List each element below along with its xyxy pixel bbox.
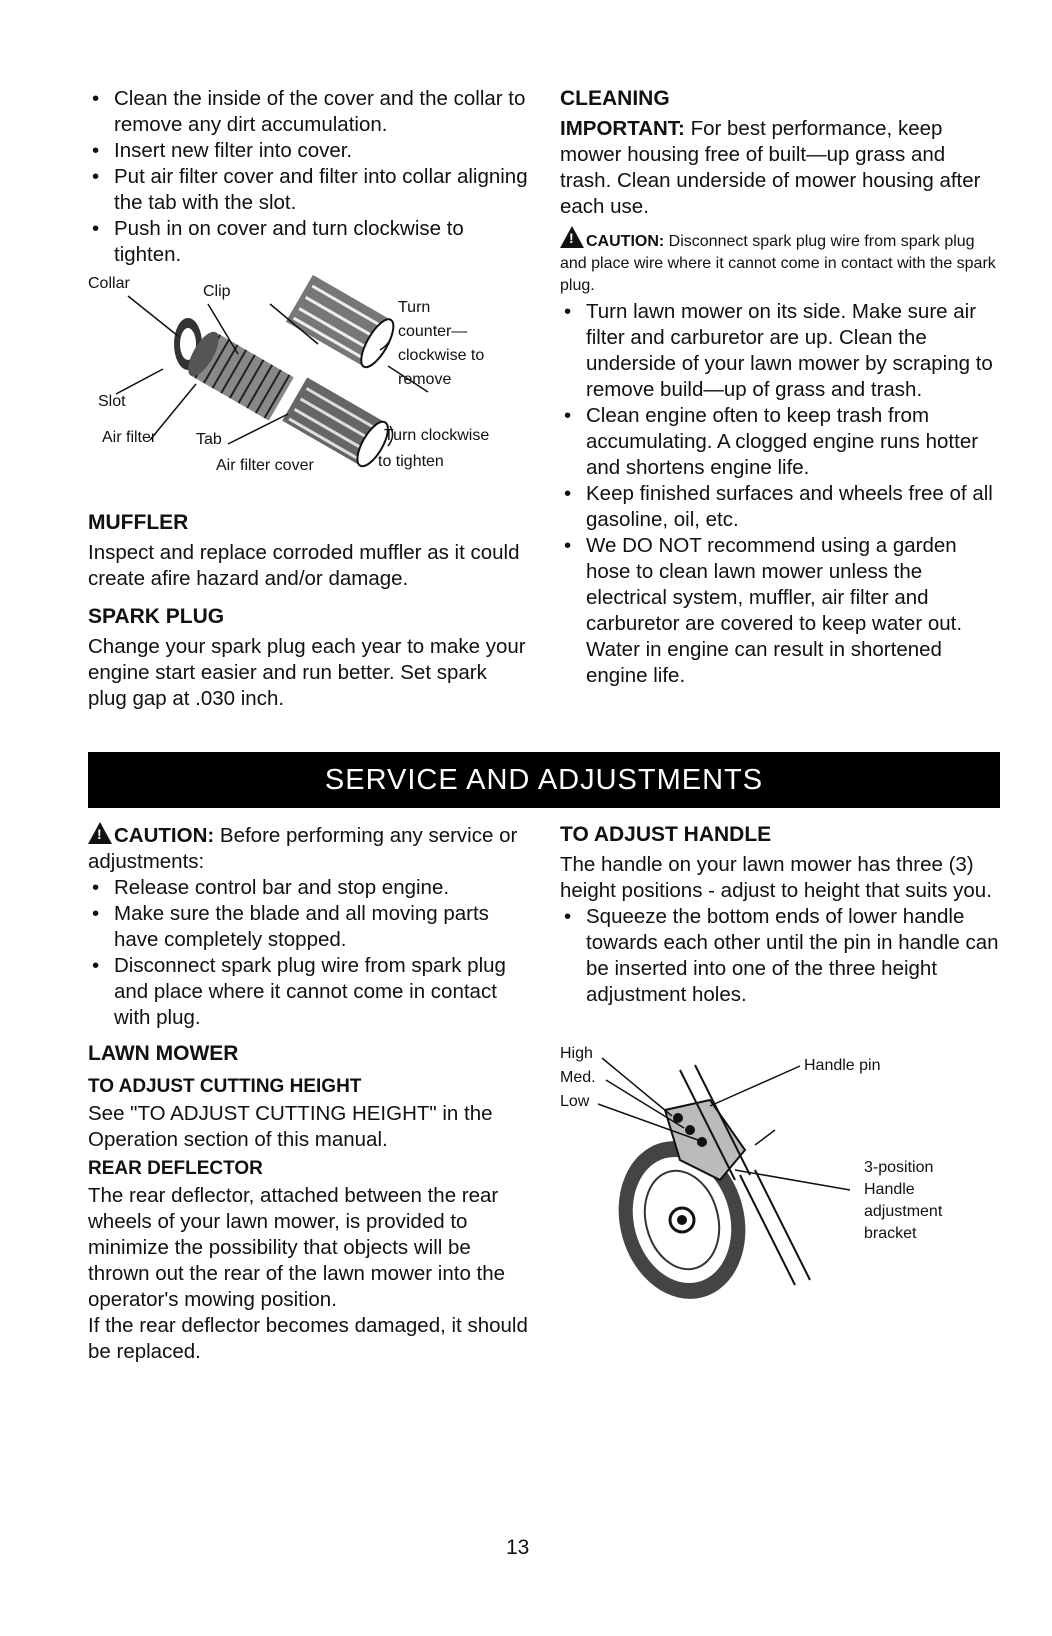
bracket-label-2: Handle — [864, 1181, 915, 1198]
slot-label: Slot — [98, 393, 126, 410]
important-text: For best performance, keep mower housing free of built—up grass and trash. Clean underside of mower housing after each use. — [560, 117, 981, 218]
caution-text: Before performing any service or adjustments: — [88, 824, 518, 873]
service-precautions-list — [88, 875, 528, 1031]
warning-icon: ! — [560, 226, 584, 248]
top-left-column — [88, 86, 528, 712]
list-item: • Disconnect spark plug wire from spark plug and place where it cannot come in contact with plug. — [88, 953, 528, 1031]
caution-label: CAUTION: — [586, 233, 665, 250]
list-item: • Keep finished surfaces and wheels free of all gasoline, oil, etc. — [560, 481, 1000, 533]
filter-steps-list — [88, 86, 528, 268]
list-item: • Clean the inside of the cover and the collar to remove any dirt accumulation. — [88, 86, 528, 138]
page-number: 13 — [506, 1536, 530, 1559]
list-item: • Clean engine often to keep trash from accumulating. A clogged engine runs hotter and shortens engine life. — [560, 403, 1000, 481]
bottom-right-column — [560, 822, 1000, 1300]
list-item: • Turn lawn mower on its side. Make sure air filter and carburetor are up. Clean the underside of your lawn mower by scraping to remove build—up of grass and trash. — [560, 299, 1000, 403]
air-filter-cover-label: Air filter cover — [216, 457, 314, 474]
caution-text: Disconnect spark plug wire from spark plug and place wire where it cannot come in contact with the spark plug. — [560, 233, 996, 294]
cutting-height-text: See "TO ADJUST CUTTING HEIGHT" in the Operation section of this manual. — [88, 1102, 493, 1151]
important-paragraph — [560, 116, 1000, 220]
list-item: • Push in on cover and turn clockwise to tighten. — [88, 216, 528, 268]
air-filter-label: Air filter — [102, 429, 157, 446]
high-label: High — [560, 1045, 593, 1062]
muffler-heading: MUFFLER — [88, 511, 189, 534]
tab-label: Tab — [196, 431, 222, 448]
top-right-column — [560, 86, 1000, 689]
bracket-label-3: adjustment — [864, 1203, 943, 1220]
list-item: • Release control bar and stop engine. — [88, 875, 528, 901]
adjust-handle-text: The handle on your lawn mower has three (3) height positions - adjust to height that suits you. — [560, 853, 992, 902]
list-item: • Squeeze the bottom ends of lower handle towards each other until the pin in handle can be inserted into one of the three height adjustment holes. — [560, 904, 1000, 1008]
list-item: • Put air filter cover and filter into collar aligning the tab with the slot. — [88, 164, 528, 216]
adjust-handle-heading: TO ADJUST HANDLE — [560, 823, 772, 846]
med-label: Med. — [560, 1069, 596, 1086]
cleaning-steps-list — [560, 299, 1000, 689]
low-label: Low — [560, 1093, 590, 1110]
turn-ccw-label-2: counter— — [398, 323, 468, 340]
muffler-text: Inspect and replace corroded muffler as it could create afire hazard and/or damage. — [88, 541, 520, 590]
bracket-label-4: bracket — [864, 1225, 917, 1242]
turn-cw-label-1: Turn clockwise — [384, 427, 490, 444]
important-label: IMPORTANT: — [560, 117, 685, 140]
handle-pin-label: Handle pin — [804, 1057, 881, 1074]
bracket-label-1: 3-position — [864, 1159, 934, 1176]
handle-adjustment-figure — [560, 1040, 1000, 1300]
spark-plug-heading: SPARK PLUG — [88, 605, 225, 628]
cleaning-heading: CLEANING — [560, 87, 670, 110]
adjust-handle-list — [560, 904, 1000, 1008]
turn-ccw-label-1: Turn — [398, 299, 431, 316]
air-filter-figure — [88, 274, 528, 504]
section-banner: SERVICE AND ADJUSTMENTS — [88, 752, 1000, 808]
cutting-height-heading: TO ADJUST CUTTING HEIGHT — [88, 1076, 362, 1097]
spark-plug-text: Change your spark plug each year to make your engine start easier and run better. Set spark plug gap at .030 inch. — [88, 635, 526, 710]
collar-label: Collar — [88, 275, 130, 292]
bottom-left-column — [88, 822, 528, 1365]
lawn-mower-heading: LAWN MOWER — [88, 1042, 239, 1065]
warning-icon: ! — [88, 822, 112, 844]
list-item: • We DO NOT recommend using a garden hose to clean lawn mower unless the electrical system, muffler, air filter and carburetor are covered to keep water out. Water in engine can result in shortened engine life. — [560, 533, 1000, 689]
rear-deflector-text: The rear deflector, attached between the rear wheels of your lawn mower, is provided to minimize the possibility that objects will be thrown out the rear of the lawn mower into the operator's mowing position. — [88, 1184, 506, 1311]
rear-deflector-heading: REAR DEFLECTOR — [88, 1158, 263, 1179]
list-item: • Make sure the blade and all moving parts have completely stopped. — [88, 901, 528, 953]
caution-label: CAUTION: — [114, 824, 215, 847]
caution-paragraph — [560, 226, 1000, 297]
list-item: • Insert new filter into cover. — [88, 138, 528, 164]
handle-bracket-illustration — [560, 1040, 1000, 1300]
turn-ccw-label-4: remove — [398, 371, 452, 388]
rear-deflector-replace-text: If the rear deflector becomes damaged, it should be replaced. — [88, 1314, 528, 1363]
turn-ccw-label-3: clockwise to — [398, 347, 485, 364]
service-caution-paragraph — [88, 822, 528, 875]
clip-label: Clip — [203, 283, 231, 300]
turn-cw-label-2: to tighten — [378, 453, 444, 470]
